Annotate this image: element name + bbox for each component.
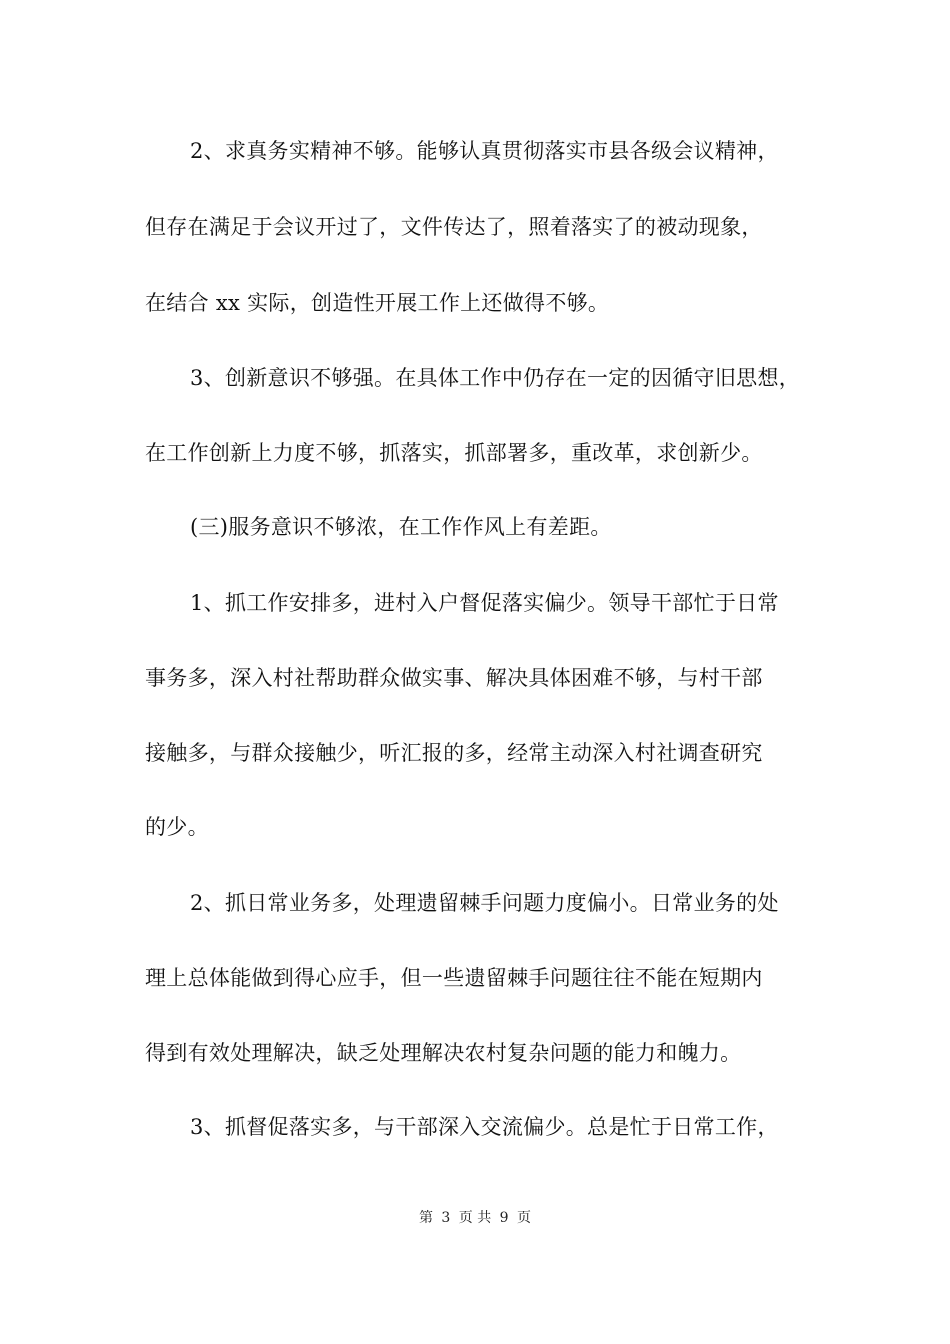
paragraph-line: 但存在满足于会议开过了，文件传达了，照着落实了的被动现象， bbox=[145, 215, 763, 239]
paragraph-line: 接触多，与群众接触少，听汇报的多，经常主动深入村社调查研究 bbox=[145, 741, 763, 765]
paragraph-line: 3、抓督促落实多，与干部深入交流偏少。总是忙于日常工作， bbox=[190, 1115, 779, 1139]
paragraph-line: 2、求真务实精神不够。能够认真贯彻落实市县各级会议精神， bbox=[190, 139, 779, 163]
paragraph-line: 事务多，深入村社帮助群众做实事、解决具体困难不够，与村干部 bbox=[145, 666, 763, 690]
paragraph-line: 在结合 xx 实际，创造性开展工作上还做得不够。 bbox=[145, 291, 610, 315]
paragraph-line: 得到有效处理解决，缺乏处理解决农村复杂问题的能力和魄力。 bbox=[145, 1041, 742, 1065]
paragraph-line: 理上总体能做到得心应手，但一些遗留棘手问题往往不能在短期内 bbox=[145, 966, 763, 990]
footer-total-pages: 9 bbox=[499, 1210, 509, 1226]
footer-prefix: 第 bbox=[418, 1210, 433, 1226]
page-footer bbox=[0, 1208, 950, 1228]
paragraph-line: 2、抓日常业务多，处理遗留棘手问题力度偏小。日常业务的处 bbox=[190, 891, 779, 915]
footer-suffix: 页 bbox=[517, 1210, 532, 1226]
paragraph-line: 的少。 bbox=[145, 815, 209, 839]
paragraph-line: 在工作创新上力度不够，抓落实，抓部署多，重改革，求创新少。 bbox=[145, 441, 763, 465]
paragraph-line: 3、创新意识不够强。在具体工作中仍存在一定的因循守旧思想， bbox=[190, 366, 801, 390]
section-heading: (三)服务意识不够浓，在工作作风上有差距。 bbox=[190, 515, 612, 539]
footer-page-number: 3 bbox=[441, 1210, 451, 1226]
paragraph-line: 1、抓工作安排多，进村入户督促落实偏少。领导干部忙于日常 bbox=[190, 591, 779, 615]
footer-middle: 页 共 bbox=[458, 1210, 492, 1226]
